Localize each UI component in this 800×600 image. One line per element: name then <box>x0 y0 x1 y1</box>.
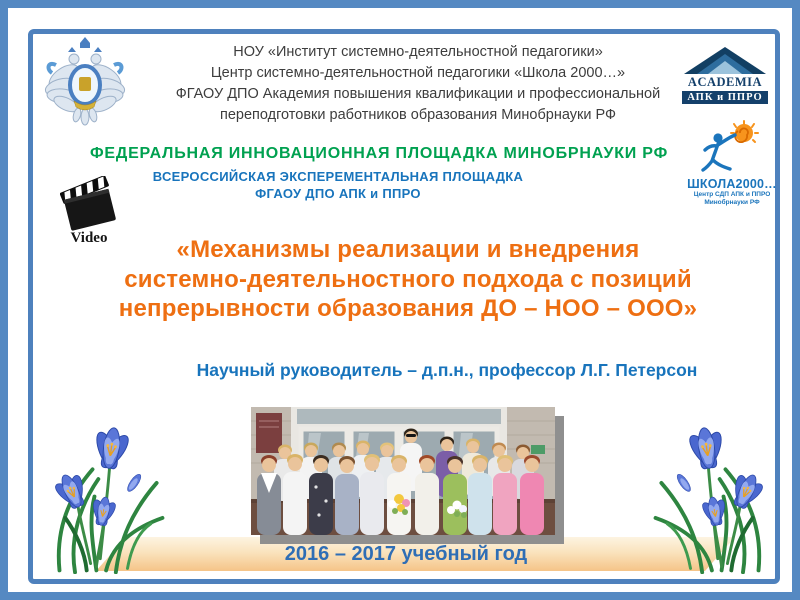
org-line-3: ФГАОУ ДПО Академия повышения квалификации и профессиональной переподготовки работников образования Минобрнауки РФ <box>175 86 661 123</box>
crocus-flowers-icon <box>42 422 178 574</box>
group-photo <box>251 407 555 535</box>
slide-title <box>53 235 763 324</box>
year-banner-text: 2016 – 2017 учебный год <box>284 543 528 565</box>
video-label: Video <box>70 230 108 246</box>
crocus-flowers-right <box>640 422 776 574</box>
double-eagle-emblem-icon <box>44 35 126 131</box>
academia-logo <box>682 46 768 104</box>
org-header <box>138 42 698 126</box>
school2000-name: ШКОЛА2000… <box>687 177 777 191</box>
academia-title: ACADEMIA <box>687 75 763 89</box>
org-line-2: Центр системно-деятельностной педагогики «Школа 2000…» <box>210 65 626 81</box>
federal-platform-line: ФЕДЕРАЛЬНАЯ ИННОВАЦИОННАЯ ПЛОЩАДКА МИНОБРНАУКИ РФ <box>89 145 669 162</box>
school2000-ministry-line: Минобрнауки РФ <box>704 199 760 206</box>
org-line-1: НОУ «Институт системно-деятельностной педагогики» <box>233 44 603 60</box>
scientific-director-line: Научный руководитель – д.п.н., профессор Л.Г. Петерсон <box>196 360 698 380</box>
academia-roof-icon <box>682 46 768 76</box>
title-line-2: системно-деятельностного подхода с позиций <box>124 265 692 293</box>
title-line-1: «Механизмы реализации и внедрения <box>176 236 640 263</box>
institute-emblem <box>44 35 126 131</box>
academia-subtitle: АПК и ППРО <box>682 91 768 104</box>
school2000-logo <box>684 120 780 207</box>
title-line-3: непрерывности образования ДО – НОО – ООО» <box>118 295 698 322</box>
experimental-platform-org-line: ФГАОУ ДПО АПК и ППРО <box>255 186 421 201</box>
crocus-flowers-left <box>42 422 178 574</box>
experimental-platform-line: ВСЕРОССИЙСКАЯ ЭКСПЕРЕМЕНТАЛЬНАЯ ПЛОЩАДКА <box>152 169 524 184</box>
group-photo-image <box>251 407 555 535</box>
video-clapperboard-icon[interactable] <box>60 176 118 232</box>
sun-child-icon <box>700 120 764 172</box>
crocus-flowers-icon <box>640 422 776 574</box>
school2000-center-line: Центр СДП АПК и ППРО <box>693 191 771 198</box>
